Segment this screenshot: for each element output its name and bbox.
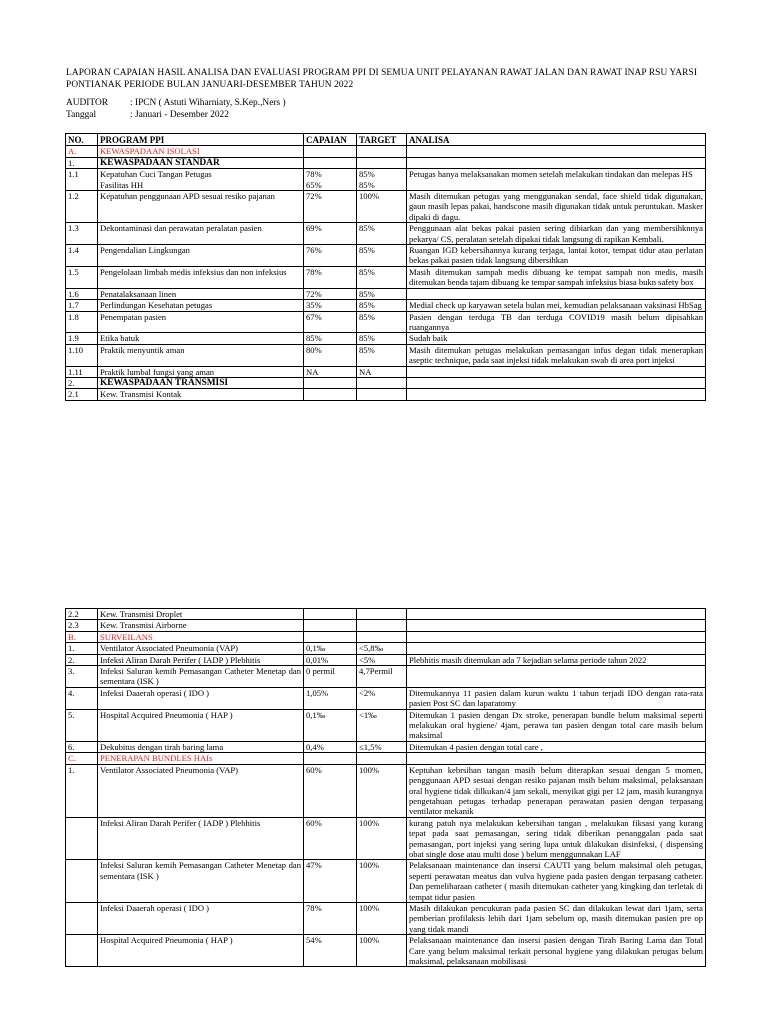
cell-program: Ventilator Associated Pneumonia (VAP) — [98, 643, 304, 654]
cell-target — [357, 389, 407, 400]
cell-analisa: Pasien dengan terduga TB dan terduga COVID19 masih belum dipisahkan ruangannya — [407, 311, 706, 333]
cell-analisa: kurang patuh nya melakukan kebersihan tangan , melakukan fiksasi yang kurang tepat pada saat pemasangan, sering tidak diberikan penanggalan pada saat pemasangan, port injeksi yang sering lupa untuk dilakukan disinfeksi, ( dispensing obat single dose atau multi dose ) belum menggunnakan LAF — [407, 817, 706, 860]
cell-capaian: 47% — [304, 860, 357, 903]
cell-analisa — [407, 377, 706, 388]
cell-target: <5% — [357, 654, 407, 665]
cell-capaian — [304, 620, 357, 631]
table-row — [66, 223, 706, 245]
cell-capaian: 35% — [304, 300, 357, 311]
cell-analisa: Masih ditemukan petugas melakukan pemasangan infus degan tidak menerapkan aseptic technique, pada saat injeksi tidak melakukan swab di area port injeksi — [407, 344, 706, 366]
cell-no: 5. — [66, 709, 98, 741]
auditor-line — [66, 97, 286, 109]
cell-program: Etika batuk — [98, 333, 304, 344]
cell-target: ≤1,5% — [357, 741, 407, 752]
cell-analisa — [407, 146, 706, 157]
cell-no: 2.2 — [66, 609, 98, 620]
cell-program: KEWASPADAAN TRANSMISI — [98, 377, 304, 388]
cell-analisa: Keptuhan kebrsihan tangan masih belum diterapkan sesuai dengan 5 momen, penggunaan APD sesuai dengan resiko pajanan msih belum maksimal, pelaksanaan oral hygiene tidak dilkukan/4 jam sekali, menyikat gigi per 12 jam, masih kurangnya pengetahuan petugas terhadap penerapan perawatan pasien dengan terpasang ventilator mekanik — [407, 764, 706, 817]
cell-analisa — [407, 389, 706, 400]
cell-target: 100% — [357, 764, 407, 817]
cell-program: Praktik menyuntik aman — [98, 344, 304, 366]
cell-capaian: 76% — [304, 245, 357, 267]
cell-capaian: 0,1‰ — [304, 643, 357, 654]
cell-program: Perlindungan Kesehatan petugas — [98, 300, 304, 311]
cell-program: KEWASPADAAN ISOLASI — [98, 146, 304, 157]
cell-capaian: 0 permil — [304, 666, 357, 688]
cell-no — [66, 860, 98, 903]
table-row — [66, 687, 706, 709]
cell-analisa: Ditemukannya 11 pasien dalam kurun waktu 1 tahun terjadi IDO dengan rata-rata pasien Post SC dan laparatomy — [407, 687, 706, 709]
cell-capaian — [304, 753, 357, 764]
cell-target: 85% — [357, 300, 407, 311]
cell-analisa: Petugas hanya melaksanakan momen setelah melakukan tindakan dan melepas HS — [407, 169, 706, 191]
cell-program: Kew. Transmisi Droplet — [98, 609, 304, 620]
cell-analisa — [407, 157, 706, 168]
cell-program: Infeksi Daaerah operasi ( IDO ) — [98, 902, 304, 934]
cell-analisa: Ditemukan 1 pasien dengan Dx stroke, penerapan bundle belum maksimal seperti melakukan oral hygiene/ 4jam, perawa tan pasien dengan total care masih belum maksimal — [407, 709, 706, 741]
cell-analisa: Ruangan IGD kebersihannya kurang terjaga, lantai kotor, tempat tidur atau perlatan bekas pakai pasien tidak langsung dibersihkan — [407, 245, 706, 267]
cell-capaian: 67% — [304, 311, 357, 333]
cell-capaian: 60% — [304, 764, 357, 817]
header-no: NO. — [66, 134, 98, 146]
table-row — [66, 366, 706, 377]
cell-target: <5,8‰ — [357, 643, 407, 654]
cell-program: Kepatuhan Cuci Tangan Petugas Fasilitas HH — [98, 169, 304, 191]
cell-no: 1.4 — [66, 245, 98, 267]
cell-analisa — [407, 666, 706, 688]
cell-target — [357, 753, 407, 764]
cell-analisa: Ditemukan 4 pasien dengan total care , — [407, 741, 706, 752]
cell-no: B. — [66, 631, 98, 642]
cell-program: Hospital Acquired Pneumonia ( HAP ) — [98, 935, 304, 967]
cell-target: 100% — [357, 191, 407, 223]
auditor-label: AUDITOR — [66, 98, 109, 108]
cell-no — [66, 902, 98, 934]
table-row — [66, 245, 706, 267]
cell-target — [357, 146, 407, 157]
cell-analisa — [407, 643, 706, 654]
ppi-report-table-part1 — [65, 133, 706, 401]
cell-analisa — [407, 288, 706, 299]
cell-program: Infeksi Aliran Darah Perifer ( IADP ) Plebhitis — [98, 654, 304, 665]
cell-target: 85% — [357, 223, 407, 245]
table-row — [66, 935, 706, 967]
table-body-part1 — [66, 146, 706, 400]
header-analisa: ANALISA — [407, 134, 706, 146]
cell-program: Kepatuhan penggunaan APD sesuai resiko pajanan — [98, 191, 304, 223]
cell-program: Infeksi Saluran kemih Pemasangan Catheter Menetap dan sementara (ISK ) — [98, 666, 304, 688]
cell-program: Infeksi Daaerah operasi ( IDO ) — [98, 687, 304, 709]
table-row — [66, 311, 706, 333]
table-row — [66, 709, 706, 741]
cell-analisa: Pelaksanaan maintenance dan insersi pasien dengan Tirah Baring Lama dan Total Care yang belum maksimal terkait personal hygiene yang dilakukan petugas belum maksimal, pelaksanaan mobilisasi — [407, 935, 706, 967]
cell-analisa: Pelaksanaan maintenance dan insersi CAUTI yang belum maksimal oleh petugas, seperti perawatan meatus dan vulva hygiene pada pasien dengan terpasang catheter. Dan pemeliharaan catheter ( masih ditemukan catheter yang kingking dan terletak di tempat tidur pasien — [407, 860, 706, 903]
cell-capaian: 72% — [304, 288, 357, 299]
cell-no: 6. — [66, 741, 98, 752]
cell-capaian — [304, 389, 357, 400]
cell-analisa: Sudah baik — [407, 333, 706, 344]
cell-capaian: 60% — [304, 817, 357, 860]
cell-program: Penatalaksanaan linen — [98, 288, 304, 299]
cell-program: SURVEILANS — [98, 631, 304, 642]
cell-analisa — [407, 366, 706, 377]
table-row — [66, 620, 706, 631]
cell-capaian: NA — [304, 366, 357, 377]
cell-target: <2% — [357, 687, 407, 709]
cell-no: 1.1 — [66, 169, 98, 191]
cell-no: 1. — [66, 157, 98, 168]
cell-capaian: 80% — [304, 344, 357, 366]
cell-no — [66, 817, 98, 860]
cell-no: 1.6 — [66, 288, 98, 299]
cell-target: 85% — [357, 344, 407, 366]
cell-program: Kew. Transmisi Kontak — [98, 389, 304, 400]
cell-target — [357, 609, 407, 620]
cell-no: 2. — [66, 654, 98, 665]
cell-no: 1.7 — [66, 300, 98, 311]
cell-capaian: 1,05% — [304, 687, 357, 709]
table-row — [66, 860, 706, 903]
auditor-value: : IPCN ( Astuti Wiharniaty, S.Kep.,Ners ) — [130, 98, 286, 108]
cell-capaian: 78% — [304, 902, 357, 934]
table-row — [66, 764, 706, 817]
table-row — [66, 191, 706, 223]
cell-capaian: 72% — [304, 191, 357, 223]
date-label: Tanggal — [66, 110, 97, 120]
cell-target — [357, 157, 407, 168]
cell-program: Penempatan pasien — [98, 311, 304, 333]
cell-program: Dekubitus dengan tirah baring lama — [98, 741, 304, 752]
cell-no: 1.9 — [66, 333, 98, 344]
cell-program: Kew. Transmisi Airborne — [98, 620, 304, 631]
cell-no: 1.8 — [66, 311, 98, 333]
cell-no: 1.2 — [66, 191, 98, 223]
cell-capaian: 78% 65% — [304, 169, 357, 191]
date-line — [66, 109, 229, 121]
cell-no: C. — [66, 753, 98, 764]
cell-capaian: 78% — [304, 266, 357, 288]
cell-target: 100% — [357, 935, 407, 967]
table-row — [66, 389, 706, 400]
cell-analisa — [407, 620, 706, 631]
cell-capaian — [304, 146, 357, 157]
cell-program: KEWASPADAAN STANDAR — [98, 157, 304, 168]
header-capaian: CAPAIAN — [304, 134, 357, 146]
cell-no: 2.3 — [66, 620, 98, 631]
cell-analisa: Penggunaan alat bekas pakai pasien sering dibiarkan dan yang membersihknnya pekarya/ CS, peralatan setelah dipakai tidak langsung di rapikan Kembali. — [407, 223, 706, 245]
header-program: PROGRAM PPI — [98, 134, 304, 146]
table-row — [66, 169, 706, 191]
table-row — [66, 146, 706, 157]
cell-target — [357, 631, 407, 642]
table-row — [66, 377, 706, 388]
table-row — [66, 643, 706, 654]
cell-analisa: Masih ditemukan petugas yang menggunakan sendal, face shield tidak digunakan, gaun masih lepas pakai, handscone masih digunakan tidak untuk peruntukan. Masker dipaki di dagu. — [407, 191, 706, 223]
cell-program: Infeksi Aliran Darah Perifer ( IADP ) Plebhitis — [98, 817, 304, 860]
cell-capaian: 85% — [304, 333, 357, 344]
table-body-part2 — [66, 609, 706, 967]
cell-capaian — [304, 157, 357, 168]
table-row — [66, 609, 706, 620]
cell-no: 1.5 — [66, 266, 98, 288]
cell-analisa — [407, 753, 706, 764]
cell-no — [66, 935, 98, 967]
table-row — [66, 266, 706, 288]
table-row — [66, 333, 706, 344]
cell-program: PENERAPAN BUNDLES HAIs — [98, 753, 304, 764]
cell-target — [357, 377, 407, 388]
cell-capaian — [304, 631, 357, 642]
cell-program: Infeksi Saluran kemih Pemasangan Catheter Menetap dan sementara (ISK ) — [98, 860, 304, 903]
cell-no: 3. — [66, 666, 98, 688]
cell-analisa — [407, 631, 706, 642]
table-row — [66, 288, 706, 299]
cell-no: 1. — [66, 764, 98, 817]
cell-analisa: Plebhitis masih ditemukan ada 7 kejadian selama periode tahun 2022 — [407, 654, 706, 665]
table-row — [66, 902, 706, 934]
cell-target: 85% — [357, 245, 407, 267]
cell-analisa: Masih ditemukan sampah medis dibuang ke tempat sampah non medis, masih ditemukan benda tajam dibuang ke tempar sampah infeksius biasa bukn safety box — [407, 266, 706, 288]
cell-target: 100% — [357, 817, 407, 860]
ppi-report-table-part2 — [65, 608, 706, 967]
cell-analisa — [407, 609, 706, 620]
cell-capaian — [304, 609, 357, 620]
header-target: TARGET — [357, 134, 407, 146]
cell-program: Pengelolaan limbah medis infeksius dan non infeksius — [98, 266, 304, 288]
table-row — [66, 741, 706, 752]
cell-program: Dekontaminasi dan perawatan peralatan pasien — [98, 223, 304, 245]
cell-target: 100% — [357, 902, 407, 934]
cell-target: 100% — [357, 860, 407, 903]
table-row — [66, 300, 706, 311]
table-row — [66, 157, 706, 168]
cell-target: 85% — [357, 288, 407, 299]
cell-capaian: 0,01% — [304, 654, 357, 665]
cell-target: 85% — [357, 333, 407, 344]
cell-no: 1.3 — [66, 223, 98, 245]
cell-capaian — [304, 377, 357, 388]
table-header-row — [66, 134, 706, 146]
cell-no: A. — [66, 146, 98, 157]
cell-capaian: 0,4% — [304, 741, 357, 752]
cell-target: 4,7Permil — [357, 666, 407, 688]
page-title: LAPORAN CAPAIAN HASIL ANALISA DAN EVALUASI PROGRAM PPI DI SEMUA UNIT PELAYANAN RAWAT JALAN DAN RAWAT INAP RSU YARSI PONTIANAK PERIODE BULAN JANUARI-DESEMBER TAHUN 2022 — [66, 68, 698, 90]
table-row — [66, 631, 706, 642]
cell-capaian: 0,1‰ — [304, 709, 357, 741]
cell-no: 4. — [66, 687, 98, 709]
cell-no: 1.11 — [66, 366, 98, 377]
cell-target: 85% — [357, 311, 407, 333]
table-row — [66, 817, 706, 860]
cell-analisa: Masih dilakukan pencukuran pada pasien SC dan dilakukan lewat dari 1jam, serta pemberian profilaksis lebih dari 1jam sebelum op, masih ditemukan pasien pre op yang tidak mandi — [407, 902, 706, 934]
cell-capaian: 54% — [304, 935, 357, 967]
cell-program: Praktik lumbal fungsi yang aman — [98, 366, 304, 377]
table-row — [66, 666, 706, 688]
table-row — [66, 344, 706, 366]
cell-target: <1‰ — [357, 709, 407, 741]
table-row — [66, 753, 706, 764]
cell-capaian: 69% — [304, 223, 357, 245]
cell-target: NA — [357, 366, 407, 377]
cell-no: 1. — [66, 643, 98, 654]
date-value: : Januari - Desember 2022 — [130, 110, 229, 120]
cell-program: Hospital Acquired Pneumonia ( HAP ) — [98, 709, 304, 741]
cell-no: 2. — [66, 377, 98, 388]
table-row — [66, 654, 706, 665]
cell-analisa: Medial check up karyawan setela bulan mei, kemudian pelaksanaan vaksinasi HbSag — [407, 300, 706, 311]
cell-target: 85% — [357, 266, 407, 288]
cell-no: 2.1 — [66, 389, 98, 400]
cell-program: Pengendalian Lingkungan — [98, 245, 304, 267]
cell-target — [357, 620, 407, 631]
cell-program: Ventilator Associated Pneumonia (VAP) — [98, 764, 304, 817]
cell-target: 85% 85% — [357, 169, 407, 191]
cell-no: 1.10 — [66, 344, 98, 366]
